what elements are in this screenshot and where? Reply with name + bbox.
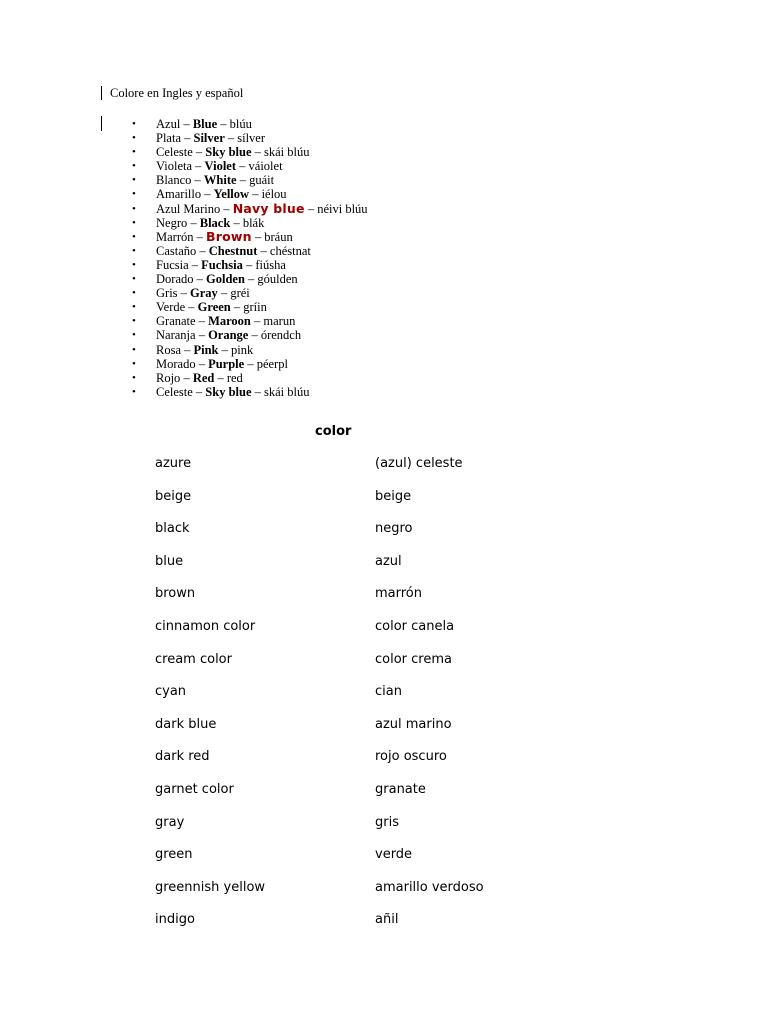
pronunciation: órendch [260, 328, 302, 343]
dash-separator: – [257, 243, 270, 258]
spanish-word: Castaño [156, 243, 197, 258]
pronunciation: néivi blúu [317, 201, 368, 216]
spanish-word: Celeste [156, 384, 193, 399]
vocabulary-table-title: color [315, 424, 352, 439]
english-word: Gray [190, 286, 218, 301]
list-item [110, 371, 368, 385]
spanish-word: Verde [156, 300, 186, 315]
bullet-icon: • [132, 343, 136, 356]
list-item [110, 117, 368, 131]
english-word: Yellow [213, 187, 250, 202]
pronunciation: sílver [237, 131, 266, 146]
english-word: Red [192, 370, 215, 385]
dash-separator: – [251, 384, 265, 399]
dash-separator: – [251, 229, 265, 244]
english-term: cream color [155, 651, 232, 667]
bullet-icon: • [132, 315, 136, 328]
bullet-icon: • [132, 357, 136, 370]
english-term: black [155, 521, 190, 537]
dash-separator: – [201, 187, 214, 202]
dash-separator: – [177, 286, 191, 301]
english-word: Green [197, 300, 231, 315]
dash-separator: – [195, 356, 209, 371]
dash-separator: – [195, 328, 209, 343]
spanish-term: verde [375, 847, 413, 863]
spanish-term: color canela [375, 618, 455, 634]
english-word: Pink [193, 342, 219, 357]
dash-separator: – [180, 370, 193, 385]
spanish-word: Granate [156, 314, 196, 329]
spanish-word: Amarillo [156, 187, 202, 202]
pronunciation: péerpl [256, 356, 288, 371]
spanish-word: Gris [156, 286, 178, 301]
bullet-icon: • [132, 273, 136, 286]
english-word: Chestnut [208, 243, 258, 258]
list-item [110, 328, 368, 342]
pronunciation: gréi [230, 286, 250, 301]
dash-separator: – [191, 173, 204, 188]
dash-separator: – [244, 356, 257, 371]
dash-separator: – [244, 272, 258, 287]
bullet-icon: • [132, 118, 136, 130]
spanish-word: Azul [156, 117, 181, 131]
spanish-word: Violeta [156, 159, 193, 174]
spanish-term: beige [375, 488, 412, 504]
spanish-word: Blanco [156, 173, 192, 188]
spanish-term: color crema [375, 651, 452, 667]
dash-separator: – [180, 117, 193, 131]
list-item [110, 343, 368, 357]
pronunciation: skái blúu [264, 384, 310, 399]
spanish-word: Negro [156, 215, 188, 230]
dash-separator: – [196, 243, 209, 258]
english-term: dark red [155, 749, 210, 765]
english-word: Silver [193, 131, 225, 146]
pronunciation: chéstnat [269, 243, 311, 258]
dash-separator: – [230, 215, 243, 230]
english-word: Navy blue [232, 200, 305, 216]
bullet-icon: • [132, 188, 136, 201]
spanish-term: añil [375, 912, 399, 928]
dash-separator: – [224, 131, 238, 146]
pronunciation: fiúsha [255, 257, 286, 272]
list-item [110, 272, 368, 286]
list-item [110, 131, 368, 145]
spanish-word: Celeste [156, 145, 193, 160]
spanish-term: rojo oscuro [375, 749, 447, 765]
dash-separator: – [181, 131, 194, 146]
pronunciation: váiolet [248, 159, 283, 174]
bullet-icon: • [132, 258, 136, 271]
list-item [110, 202, 368, 216]
english-term: azure [155, 456, 192, 471]
list-item [110, 385, 368, 399]
list-item [110, 244, 368, 258]
spanish-word: Morado [156, 356, 196, 371]
document-heading: Colore en Ingles y español [110, 86, 244, 100]
english-word: Sky blue [205, 145, 252, 160]
list-item [110, 286, 368, 300]
dash-separator: – [214, 370, 227, 385]
spanish-word: Rosa [156, 342, 181, 357]
dash-separator: – [236, 173, 250, 188]
bullet-icon: • [132, 287, 136, 300]
text-cursor-marker [101, 116, 102, 131]
pronunciation: guáit [249, 173, 275, 188]
list-item [110, 145, 368, 159]
english-term: green [155, 847, 193, 863]
list-item [110, 216, 368, 230]
bullet-icon: • [132, 202, 136, 215]
english-term: garnet color [155, 781, 234, 797]
dash-separator: – [181, 342, 194, 357]
english-term: cinnamon color [155, 618, 256, 634]
dash-separator: – [236, 159, 249, 174]
english-word: White [203, 173, 237, 188]
list-item [110, 300, 368, 314]
bullet-icon: • [132, 160, 136, 173]
english-word: Purple [208, 356, 245, 371]
english-word: Fuchsia [201, 257, 243, 272]
english-word: Sky blue [205, 384, 252, 399]
spanish-word: Naranja [156, 328, 196, 343]
list-item [110, 230, 368, 244]
bullet-icon: • [132, 385, 136, 398]
text-cursor-marker [101, 86, 102, 100]
english-term: blue [155, 553, 184, 569]
english-term: brown [155, 586, 196, 602]
english-term: cyan [155, 684, 187, 700]
english-term: indigo [155, 912, 195, 928]
list-item [110, 314, 368, 328]
list-item [110, 357, 368, 371]
dash-separator: – [192, 159, 205, 174]
pronunciation: skái blúu [264, 145, 310, 160]
spanish-term: azul [375, 553, 402, 569]
spanish-word: Plata [156, 131, 181, 146]
bullet-icon: • [132, 216, 136, 229]
list-item [110, 173, 368, 187]
spanish-term: (azul) celeste [375, 456, 463, 471]
spanish-term: gris [375, 814, 399, 830]
bullet-icon: • [132, 371, 136, 384]
pronunciation: góulden [257, 272, 298, 287]
english-term: greennish yellow [155, 879, 266, 895]
spanish-word: Azul Marino [156, 201, 221, 216]
spanish-word: Dorado [156, 272, 194, 287]
dash-separator: – [250, 314, 264, 329]
pronunciation: blúu [229, 117, 252, 131]
dash-separator: – [220, 201, 233, 216]
dash-separator: – [230, 300, 244, 315]
dash-separator: – [188, 257, 202, 272]
list-item [110, 187, 368, 201]
pronunciation: bráun [264, 229, 293, 244]
bullet-icon: • [132, 174, 136, 187]
dash-separator: – [193, 272, 206, 287]
spanish-term: cian [375, 684, 402, 700]
color-translation-list [110, 117, 368, 399]
pronunciation: gríin [243, 300, 267, 315]
english-word: Brown [206, 228, 252, 244]
english-term: beige [155, 488, 192, 504]
english-word: Maroon [208, 314, 251, 329]
dash-separator: – [192, 384, 206, 399]
bullet-icon: • [132, 329, 136, 342]
pronunciation: red [226, 370, 243, 385]
spanish-word: Marrón [156, 229, 194, 244]
english-word: Black [199, 215, 231, 230]
dash-separator: – [304, 201, 318, 216]
spanish-term: granate [375, 781, 426, 797]
dash-separator: – [192, 145, 206, 160]
pronunciation: iélou [261, 187, 287, 202]
pronunciation: marun [263, 314, 296, 329]
dash-separator: – [248, 328, 261, 343]
dash-separator: – [195, 314, 209, 329]
dash-separator: – [242, 257, 256, 272]
list-item [110, 258, 368, 272]
bullet-icon: • [132, 230, 136, 243]
english-term: gray [155, 814, 185, 830]
bullet-icon: • [132, 244, 136, 257]
english-word: Orange [208, 328, 249, 343]
english-term: dark blue [155, 716, 217, 732]
bullet-icon: • [132, 132, 136, 145]
dash-separator: – [187, 215, 200, 230]
list-item [110, 159, 368, 173]
dash-separator: – [217, 286, 231, 301]
english-word: Violet [204, 159, 237, 174]
bullet-icon: • [132, 146, 136, 159]
spanish-word: Rojo [156, 370, 181, 385]
pronunciation: blák [242, 215, 265, 230]
dash-separator: – [217, 117, 230, 131]
bullet-icon: • [132, 301, 136, 314]
spanish-term: azul marino [375, 716, 452, 732]
pronunciation: pink [231, 342, 254, 357]
english-word: Blue [192, 117, 218, 131]
spanish-word: Fucsia [156, 257, 189, 272]
dash-separator: – [193, 229, 206, 244]
spanish-term: negro [375, 521, 413, 537]
dash-separator: – [251, 145, 265, 160]
dash-separator: – [218, 342, 232, 357]
spanish-term: amarillo verdoso [375, 879, 484, 895]
dash-separator: – [185, 300, 198, 315]
english-word: Golden [206, 272, 245, 287]
dash-separator: – [249, 187, 262, 202]
spanish-term: marrón [375, 586, 422, 602]
